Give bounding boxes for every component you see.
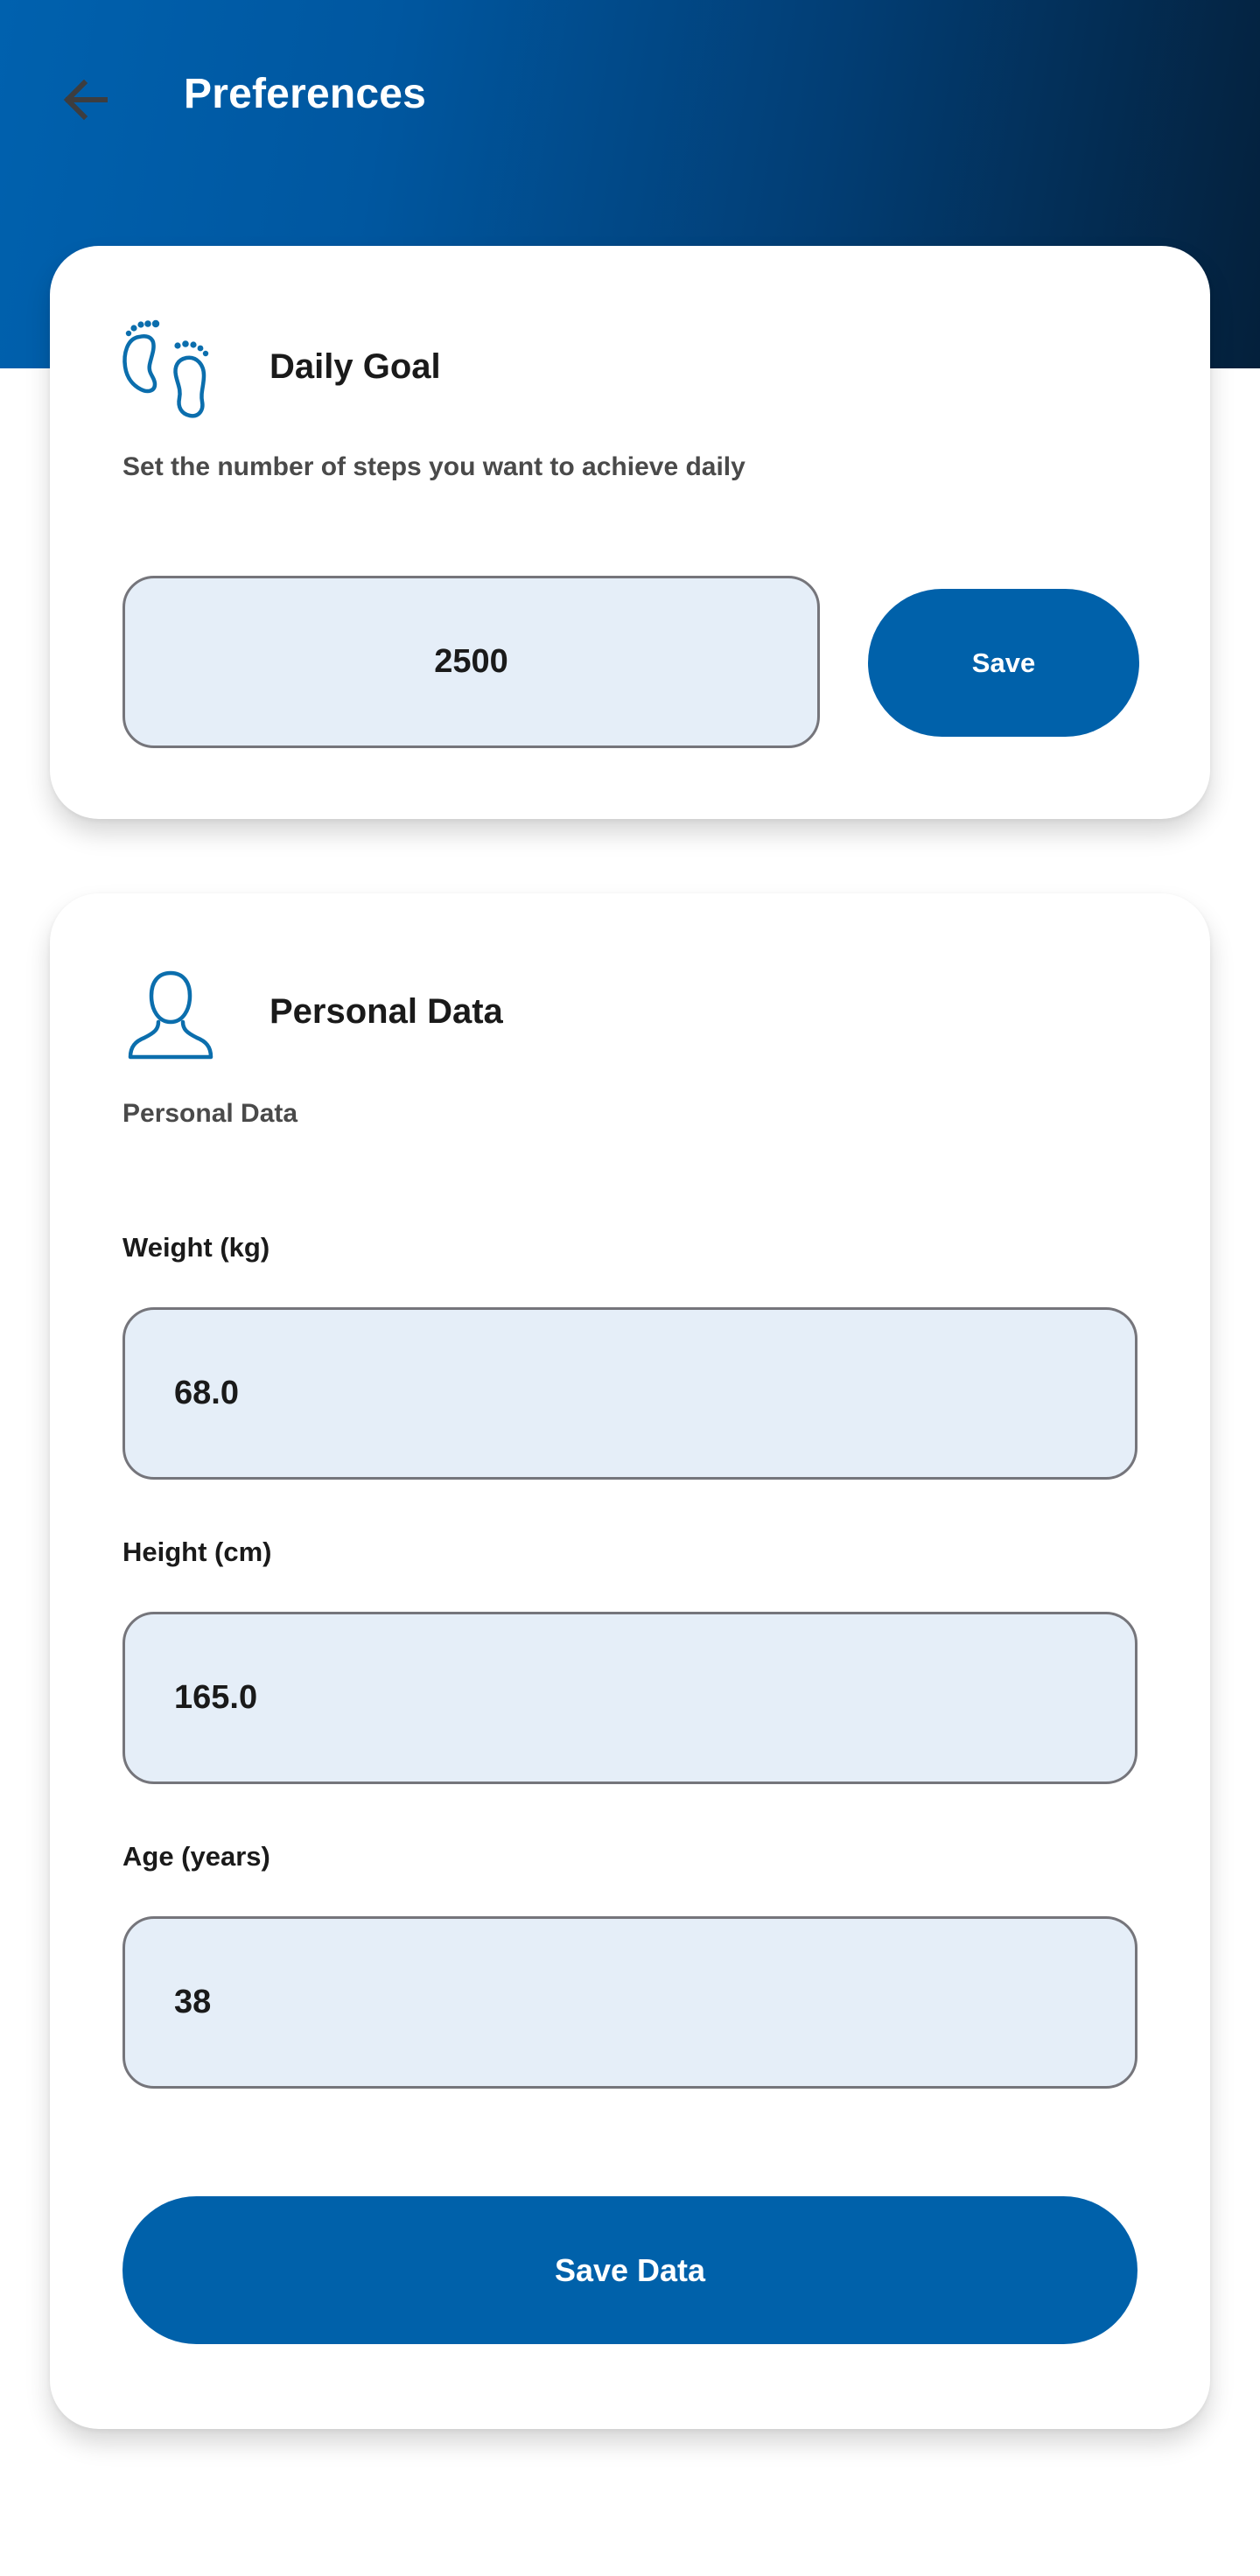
age-input[interactable]: 38: [122, 1916, 1138, 2089]
person-icon: [127, 968, 214, 1062]
daily-goal-subtitle: Set the number of steps you want to achieve daily: [122, 452, 746, 481]
back-button[interactable]: [49, 63, 122, 136]
arrow-left-icon: [58, 72, 114, 128]
save-data-button[interactable]: Save Data: [122, 2196, 1138, 2344]
personal-data-card: [50, 893, 1210, 2429]
height-input[interactable]: 165.0: [122, 1612, 1138, 1784]
personal-data-title: Personal Data: [270, 992, 503, 1031]
daily-goal-card: [50, 246, 1210, 819]
save-goal-button[interactable]: Save: [868, 589, 1139, 737]
height-label: Height (cm): [122, 1536, 272, 1567]
personal-data-subtitle: Personal Data: [122, 1099, 298, 1128]
weight-label: Weight (kg): [122, 1232, 270, 1263]
page-title: Preferences: [184, 71, 427, 117]
age-label: Age (years): [122, 1841, 270, 1872]
footprints-icon: [120, 316, 221, 421]
steps-goal-input[interactable]: 2500: [122, 576, 820, 748]
weight-input[interactable]: 68.0: [122, 1307, 1138, 1480]
daily-goal-title: Daily Goal: [270, 347, 441, 386]
